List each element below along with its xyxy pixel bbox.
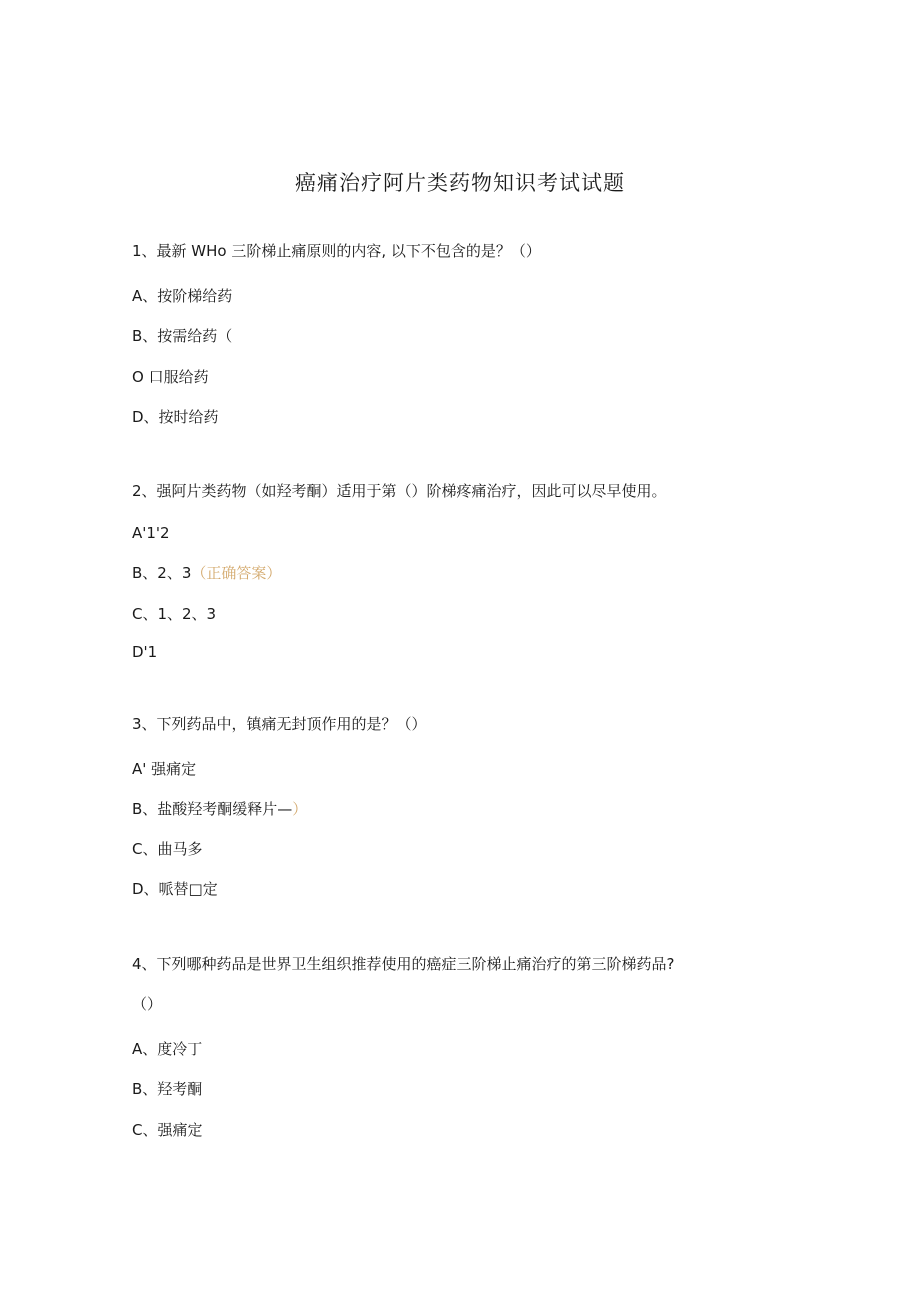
question-1-option-b: B、按需给药（ (132, 327, 233, 345)
question-2-stem: 2、强阿片类药物（如羟考酮）适用于第（）阶梯疼痛治疗，因此可以尽早使用。 (132, 482, 667, 500)
question-3-option-b-suffix: ） (292, 800, 308, 818)
question-4-option-b: B、羟考酮 (132, 1080, 203, 1098)
question-2-option-a: A'1'2 (132, 524, 170, 542)
question-1-stem: 1、最新 WHo 三阶梯止痛原则的内容, 以下不包含的是？（） (132, 242, 541, 260)
question-3-option-b-text: B、盐酸羟考酮缓释片— (132, 800, 293, 818)
question-2-option-b (132, 562, 281, 584)
question-3-option-c: C、曲马多 (132, 840, 203, 858)
question-4-option-c: C、强痛定 (132, 1121, 203, 1139)
question-1-option-a: A、按阶梯给药 (132, 287, 233, 305)
question-4-stem-continued: （） (132, 995, 163, 1013)
question-1-option-d: D、按时给药 (132, 408, 219, 426)
page-title: 癌痛治疗阿片类药物知识考试试题 (295, 171, 625, 195)
question-3-stem: 3、下列药品中，镇痛无封顶作用的是？（） (132, 715, 427, 733)
question-1-option-c: O 口服给药 (132, 368, 209, 386)
question-2-option-c: C、1、2、3 (132, 605, 217, 623)
question-3-option-d: D、哌替□定 (132, 880, 218, 898)
question-4-option-a: A、度冷丁 (132, 1040, 203, 1058)
question-2-option-b-text: B、2、3 (132, 564, 192, 582)
question-3-option-a: A' 强痛定 (132, 760, 197, 778)
correct-answer-mark: （正确答案） (191, 564, 282, 582)
question-2-option-d: D'1 (132, 643, 158, 661)
question-4-stem: 4、下列哪种药品是世界卫生组织推荐使用的癌症三阶梯止痛治疗的第三阶梯药品? (132, 955, 675, 973)
question-3-option-b (132, 798, 307, 820)
